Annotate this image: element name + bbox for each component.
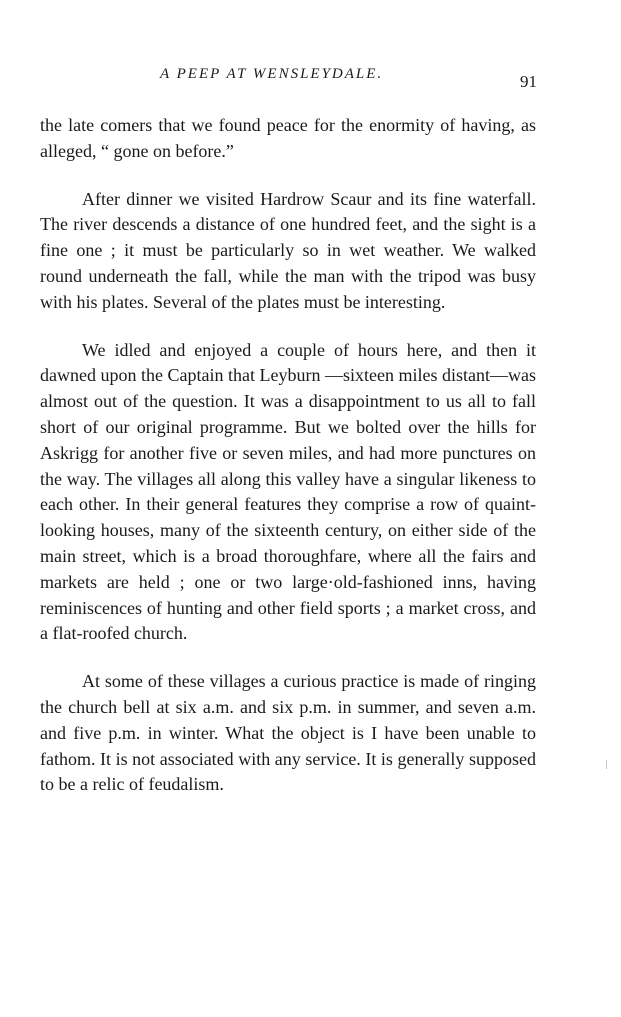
scan-mark — [606, 760, 607, 769]
body-text — [40, 113, 536, 798]
paragraph-church-bell: At some of these villages a curious practice is made of ringing the church bell at six a.m. and six p.m. in summer, and seven a.m. and five p.m. in winter. What the object is I have been unable to fathom. It is not associated with any service. It is generally supposed to be a relic of feudalism. — [40, 671, 536, 795]
paragraph-continued: the late comers that we found peace for the enormity of having, as alleged, “ gone on before.” — [40, 115, 536, 161]
page-number: 91 — [520, 72, 537, 91]
paragraph-askrigg: We idled and enjoyed a couple of hours here, and then it dawned upon the Captain that Leyburn —sixteen miles distant—was almost out of the question. It was a disappointment to us all to fall short of our original programme. But we bolted over the hills for Askrigg for another five or seven miles, and had more punctures on the way. The villages all along this valley have a singular likeness to each other. In their general features they comprise a row of quaint-looking houses, many of the sixteenth century, on either side of the main street, which is a broad thoroughfare, where all the fairs and markets are held ; one or two large·old-fashioned inns, having reminiscences of hunting and other field sports ; a market cross, and a flat-roofed church. — [40, 339, 536, 644]
running-head-title: A PEEP AT WENSLEYDALE. — [160, 66, 384, 82]
paragraph-hardrow-scaur: After dinner we visited Hardrow Scaur and its fine waterfall. The river descends a distance of one hundred feet, and the sight is a fine one ; it must be particularly so in wet weather. We walked round underneath the fall, while the man with the tripod was busy with his plates. Several of the plates must be interesting. — [40, 188, 536, 312]
